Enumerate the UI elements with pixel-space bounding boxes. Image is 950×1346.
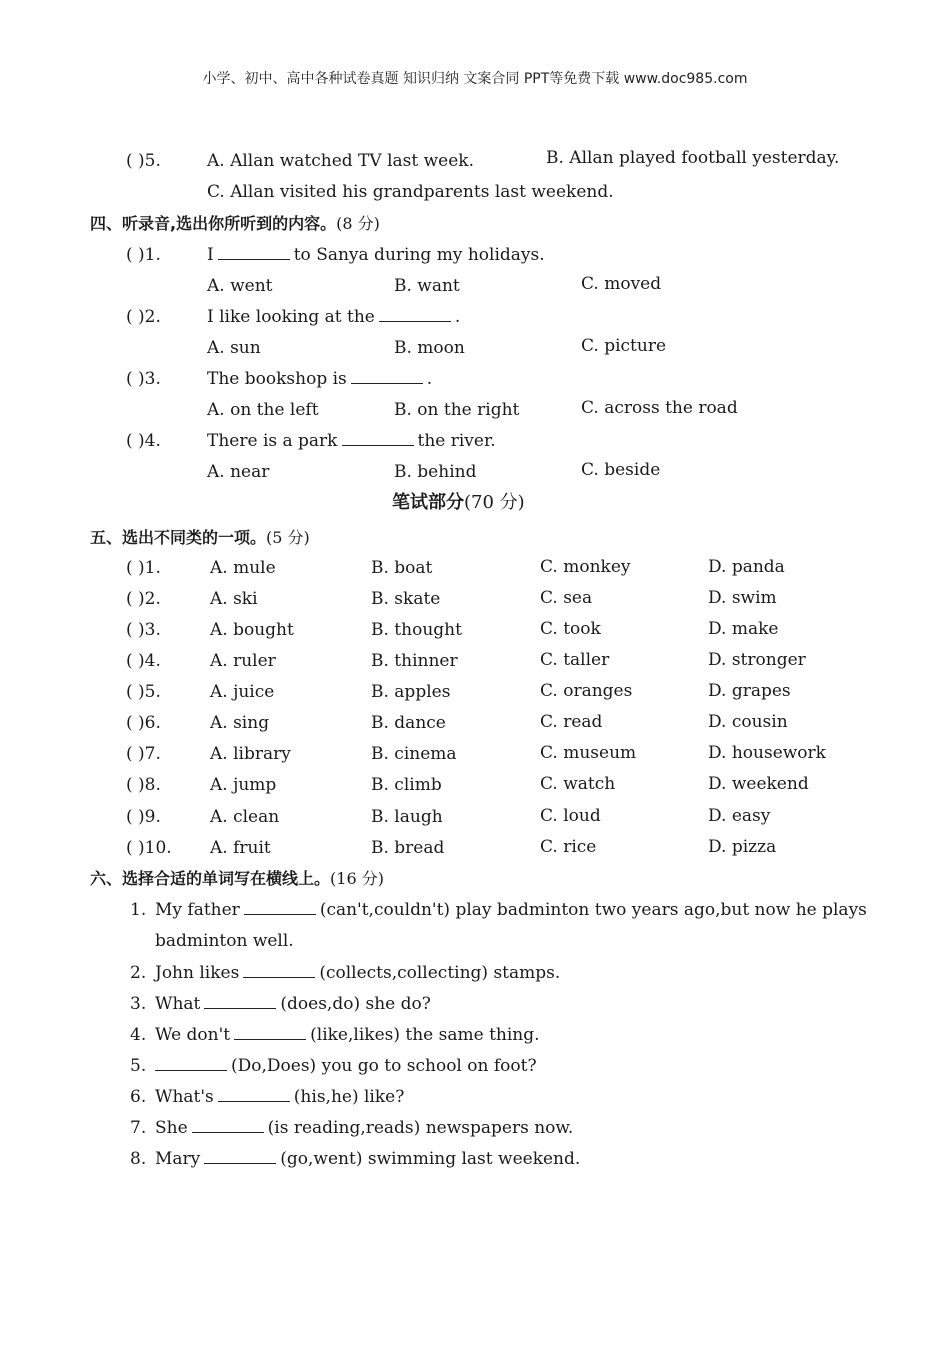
answer-paren: ( )7. (126, 744, 161, 764)
question-pre: What's (155, 1087, 214, 1107)
section6-points: (16 分) (330, 869, 384, 888)
section6-title-text: 六、选择合适的单词写在横线上。 (90, 869, 331, 888)
question-pre: My father (155, 900, 240, 920)
written-part-points: (70 分) (464, 492, 525, 513)
option-a: A. bought (210, 620, 294, 640)
answer-blank[interactable] (243, 962, 315, 978)
option-b: B. bread (371, 838, 445, 858)
answer-blank[interactable] (379, 306, 451, 322)
option-b: B. on the right (394, 400, 520, 420)
option-a: A. sing (210, 713, 270, 733)
answer-blank[interactable] (244, 899, 316, 915)
option-d: D. stronger (708, 650, 806, 670)
answer-paren: ( )4. (126, 651, 161, 671)
question-pre: I (207, 245, 214, 265)
option-a: A. fruit (210, 838, 271, 858)
answer-paren: ( )1. (126, 245, 161, 265)
question-text (155, 1148, 580, 1170)
option-c: C. oranges (540, 681, 633, 701)
question-text (207, 368, 432, 390)
answer-blank[interactable] (192, 1117, 264, 1133)
section4-title-text: 四、听录音,选出你所听到的内容。 (90, 214, 337, 233)
answer-blank[interactable] (351, 368, 423, 384)
answer-paren: ( )2. (126, 307, 161, 327)
option-b: B. moon (394, 338, 465, 358)
question-number: 6. (130, 1087, 147, 1107)
answer-paren: ( )9. (126, 807, 161, 827)
option-c: C. sea (540, 588, 593, 608)
question-pre: She (155, 1118, 188, 1138)
answer-paren: ( )3. (126, 369, 161, 389)
option-a: A. went (207, 276, 273, 296)
option-c: C. monkey (540, 557, 631, 577)
answer-blank[interactable] (204, 993, 276, 1009)
answer-blank[interactable] (342, 430, 414, 446)
option-d: D. housework (708, 743, 826, 763)
option-a: A. on the left (207, 400, 319, 420)
option-d: D. make (708, 619, 779, 639)
question-pre: I like looking at the (207, 307, 375, 327)
option-a: A. near (207, 462, 270, 482)
question-pre: We don't (155, 1025, 231, 1045)
option-a: A. sun (207, 338, 261, 358)
answer-paren: ( )5. (126, 151, 161, 171)
question-text (155, 1024, 540, 1046)
answer-paren: ( )5. (126, 682, 161, 702)
option-c: C. picture (581, 336, 667, 356)
written-part-title (392, 492, 525, 514)
question-post: (go,went) swimming last weekend. (280, 1149, 581, 1169)
option-c: C. museum (540, 743, 637, 763)
question-number: 7. (130, 1118, 147, 1138)
question-number: 8. (130, 1149, 147, 1169)
option-d: D. grapes (708, 681, 791, 701)
question-text (155, 1117, 573, 1139)
option-a: A. jump (210, 775, 277, 795)
question-pre: The bookshop is (207, 369, 347, 389)
option-a: A. Allan watched TV last week. (207, 151, 474, 171)
answer-blank[interactable] (234, 1024, 306, 1040)
option-a: A. ski (210, 589, 258, 609)
question-pre: What (155, 994, 201, 1014)
question-post: (his,he) like? (293, 1087, 405, 1107)
question-number: 1. (130, 900, 147, 920)
answer-paren: ( )8. (126, 775, 161, 795)
question-post: to Sanya during my holidays. (293, 245, 545, 265)
option-c: C. took (540, 619, 601, 639)
question-continuation: badminton well. (155, 931, 294, 951)
question-post: . (454, 307, 461, 327)
option-c: C. Allan visited his grandparents last weekend. (207, 182, 614, 202)
question-post: (like,likes) the same thing. (310, 1025, 540, 1045)
option-b: B. Allan played football yesterday. (546, 148, 840, 168)
option-d: D. cousin (708, 712, 788, 732)
option-b: B. want (394, 276, 460, 296)
answer-blank[interactable] (218, 1086, 290, 1102)
section5-points: (5 分) (266, 528, 310, 547)
answer-blank[interactable] (218, 244, 290, 260)
question-text (207, 306, 460, 328)
answer-paren: ( )2. (126, 589, 161, 609)
option-b: B. dance (371, 713, 446, 733)
option-a: A. clean (210, 807, 280, 827)
option-b: B. laugh (371, 807, 443, 827)
option-c: C. watch (540, 774, 616, 794)
option-a: A. library (210, 744, 291, 764)
question-text (207, 244, 545, 266)
question-post: (is reading,reads) newspapers now. (267, 1118, 574, 1138)
option-a: A. mule (210, 558, 276, 578)
option-c: C. loud (540, 806, 601, 826)
section6-title (90, 868, 384, 890)
question-text (155, 899, 867, 921)
question-text (207, 430, 496, 452)
question-pre: There is a park (207, 431, 338, 451)
option-c: C. rice (540, 837, 597, 857)
question-number: 3. (130, 994, 147, 1014)
question-post: (Do,Does) you go to school on foot? (231, 1056, 537, 1076)
answer-paren: ( )6. (126, 713, 161, 733)
option-d: D. panda (708, 557, 785, 577)
answer-blank[interactable] (155, 1055, 227, 1071)
option-b: B. behind (394, 462, 477, 482)
question-text (155, 962, 560, 984)
question-post: (collects,collecting) stamps. (319, 963, 561, 983)
question-post: (does,do) she do? (280, 994, 431, 1014)
question-text (155, 993, 431, 1015)
option-b: B. thinner (371, 651, 458, 671)
option-c: C. beside (581, 460, 661, 480)
option-c: C. moved (581, 274, 662, 294)
option-d: D. weekend (708, 774, 809, 794)
option-b: B. skate (371, 589, 441, 609)
answer-blank[interactable] (204, 1148, 276, 1164)
question-number: 5. (130, 1056, 147, 1076)
option-c: C. taller (540, 650, 610, 670)
answer-paren: ( )4. (126, 431, 161, 451)
question-pre: John likes (155, 963, 240, 983)
option-d: D. swim (708, 588, 777, 608)
option-b: B. cinema (371, 744, 457, 764)
section4-title (90, 213, 380, 235)
option-d: D. pizza (708, 837, 777, 857)
option-b: B. climb (371, 775, 442, 795)
section4-points: (8 分) (336, 214, 380, 233)
question-post: the river. (417, 431, 496, 451)
answer-paren: ( )3. (126, 620, 161, 640)
answer-paren: ( )10. (126, 838, 172, 858)
option-b: B. apples (371, 682, 451, 702)
option-a: A. ruler (210, 651, 276, 671)
page-header: 小学、初中、高中各种试卷真题 知识归纳 文案合同 PPT等免费下载 www.doc985.com (202, 71, 748, 87)
option-c: C. across the road (581, 398, 738, 418)
question-pre: Mary (155, 1149, 201, 1169)
question-post: . (426, 369, 433, 389)
question-post: (can't,couldn't) play badminton two years ago,but now he plays (319, 900, 867, 920)
answer-paren: ( )1. (126, 558, 161, 578)
question-text (155, 1086, 404, 1108)
question-number: 4. (130, 1025, 147, 1045)
option-c: C. read (540, 712, 603, 732)
option-b: B. boat (371, 558, 433, 578)
section5-title (90, 527, 310, 549)
question-number: 2. (130, 963, 147, 983)
written-part-title-text: 笔试部分 (392, 492, 464, 513)
option-d: D. easy (708, 806, 771, 826)
section5-title-text: 五、选出不同类的一项。 (90, 528, 267, 547)
option-b: B. thought (371, 620, 462, 640)
question-text (155, 1055, 537, 1077)
option-a: A. juice (210, 682, 275, 702)
